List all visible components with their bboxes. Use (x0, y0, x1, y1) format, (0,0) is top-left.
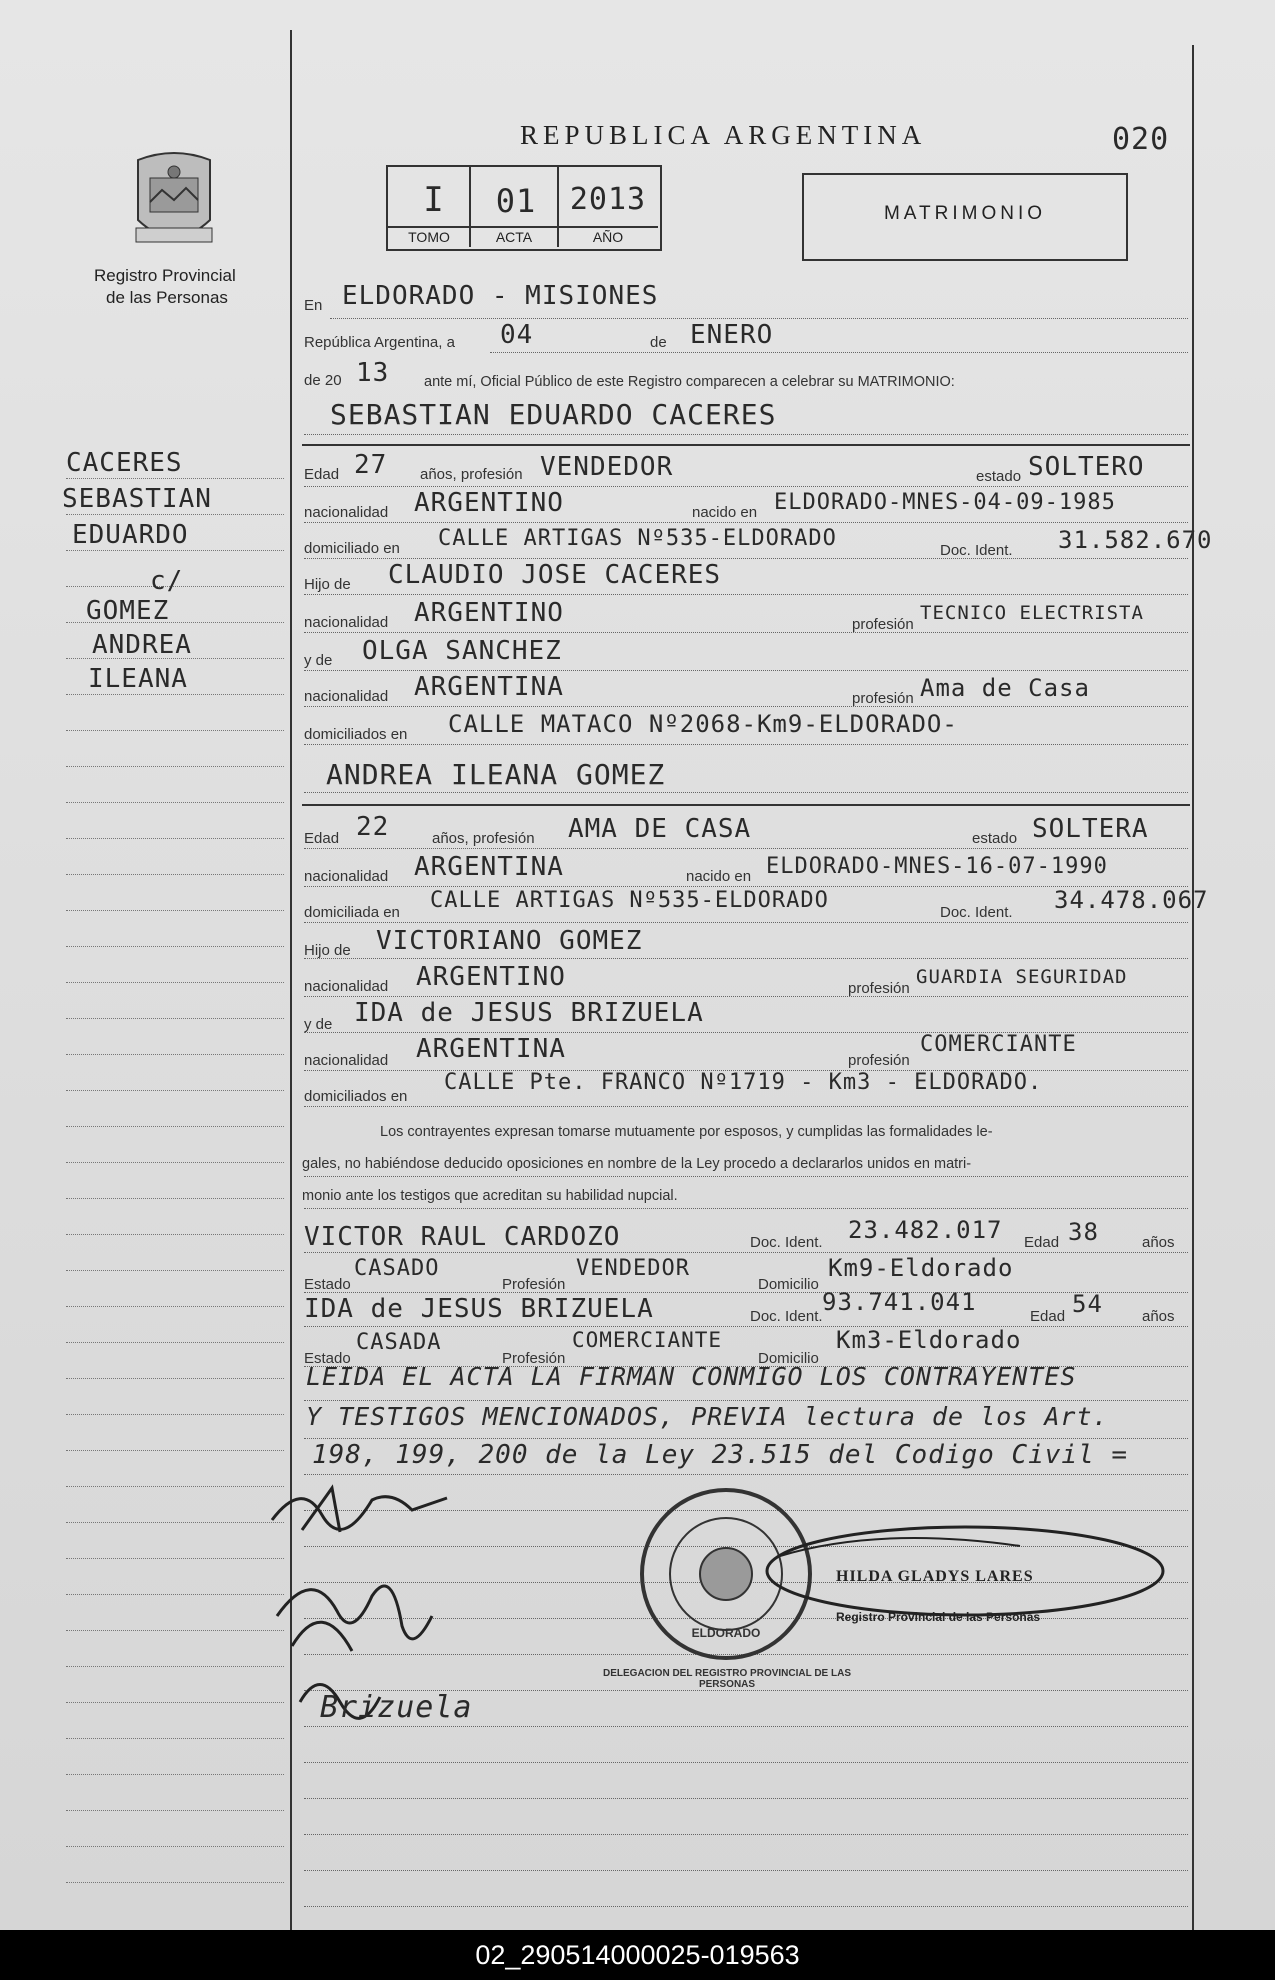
bride-edad-label: Edad (304, 830, 340, 847)
groom-edad-label: Edad (304, 466, 340, 483)
witness1-dom-label: Domicilio (758, 1276, 819, 1293)
bride-edad: 22 (356, 812, 390, 842)
groom-name: SEBASTIAN EDUARDO CACERES (330, 398, 777, 431)
bride-nacido: ELDORADO-MNES-16-07-1990 (766, 854, 1108, 879)
bride-padres-dom: CALLE Pte. FRANCO Nº1719 - Km3 - ELDORADO. (444, 1070, 1043, 1095)
official-title: Registro Provincial de las Personas (836, 1610, 1041, 1624)
witness1-edad-label: Edad (1024, 1234, 1060, 1251)
groom-padres-dom: CALLE MATACO Nº2068-Km9-ELDORADO- (448, 710, 958, 738)
witness2-doc-label: Doc. Ident. (750, 1308, 823, 1325)
tomo-value: I (423, 180, 445, 220)
bride-padre-prof-label: profesión (848, 980, 910, 997)
bride-madre-prof: COMERCIANTE (920, 1032, 1077, 1057)
groom-nacido: ELDORADO-MNES-04-09-1985 (774, 490, 1116, 515)
groom-madre-prof: Ama de Casa (920, 674, 1090, 702)
margin-note-line: EDUARDO (72, 520, 189, 550)
province-seal-icon (128, 150, 220, 254)
bride-padre-nac-label: nacionalidad (304, 978, 389, 995)
margin-note-line: c/ (150, 566, 184, 596)
bride-domicilio: CALLE ARTIGAS Nº535-ELDORADO (430, 888, 829, 913)
declaration-line1: Los contrayentes expresan tomarse mutuamente por esposos, y cumplidas las formalidades le- (380, 1124, 993, 1140)
country-title: REPUBLICA ARGENTINA (520, 120, 927, 150)
witness2-dom-label: Domicilio (758, 1350, 819, 1367)
footer-id: 02_290514000025-019563 (0, 1930, 1275, 1980)
groom-nac-label: nacionalidad (304, 504, 389, 521)
acta-value: 01 (495, 182, 537, 220)
official-name: HILDA GLADYS LARES (836, 1568, 1034, 1585)
declaration-line3: monio ante los testigos que acreditan su habilidad nupcial. (302, 1188, 678, 1204)
witness2-estado-label: Estado (304, 1350, 351, 1367)
groom-yde-label: y de (304, 652, 333, 669)
bride-padre-prof: GUARDIA SEGURIDAD (916, 966, 1128, 988)
bride-padres-dom-label: domiciliados en (304, 1088, 408, 1105)
witness2-anos-label: años (1142, 1308, 1175, 1325)
witness2-prof-label: Profesión (502, 1350, 566, 1367)
bride-anos-label: años, profesión (432, 830, 535, 847)
bride-padre: VICTORIANO GOMEZ (376, 926, 643, 956)
witness1-estado-label: Estado (304, 1276, 351, 1293)
witness1-doc-label: Doc. Ident. (750, 1234, 823, 1251)
closing-line3: 198, 199, 200 de la Ley 23.515 del Codigo Civil = (312, 1440, 1129, 1470)
bride-doc: 34.478.067 (1054, 886, 1209, 914)
signature-bride-icon (262, 1556, 462, 1666)
groom-padres-dom-label: domiciliados en (304, 726, 408, 743)
margin-note-line: CACERES (66, 448, 183, 478)
bride-yde-label: y de (304, 1016, 333, 1033)
groom-doc-label: Doc. Ident. (940, 542, 1013, 559)
bride-dom-label: domiciliada en (304, 904, 400, 921)
groom-estado-label: estado (976, 468, 1022, 485)
witness1-profesion: VENDEDOR (576, 1256, 690, 1281)
stamp-center-text: ELDORADO (691, 1626, 761, 1640)
margin-note-line: ILEANA (88, 664, 188, 694)
en-label: En (304, 297, 323, 314)
stamp-ring-text: DELEGACION DEL REGISTRO PROVINCIAL DE LAS PERSONAS (603, 1668, 851, 1690)
place-value: ELDORADO - MISIONES (342, 281, 659, 311)
groom-edad: 27 (354, 450, 388, 480)
groom-madre: OLGA SANCHEZ (362, 636, 562, 666)
record-type-label: MATRIMONIO (883, 203, 1047, 224)
groom-domicilio: CALLE ARTIGAS Nº535-ELDORADO (438, 526, 837, 551)
margin-note-line: ANDREA (92, 630, 192, 660)
republica-label: República Argentina, a (304, 334, 455, 351)
groom-madre-nac: ARGENTINA (414, 672, 564, 702)
witness2-profesion: COMERCIANTE (572, 1328, 723, 1352)
witness2-estado: CASADA (356, 1330, 442, 1355)
groom-padre: CLAUDIO JOSE CACERES (388, 560, 722, 590)
groom-padre-nac-label: nacionalidad (304, 614, 389, 631)
witness2-edad-label: Edad (1030, 1308, 1066, 1325)
groom-profesion: VENDEDOR (540, 452, 674, 482)
margin-note-line: SEBASTIAN (62, 484, 212, 514)
declaration-line2: gales, no habiéndose deducido oposiciones en nombre de la Ley procedo a declararlos unidos en matri- (302, 1156, 972, 1172)
bride-madre-nac: ARGENTINA (416, 1034, 566, 1064)
bride-profesion: AMA DE CASA (568, 814, 752, 844)
bride-nacionalidad: ARGENTINA (414, 852, 564, 882)
witness2-edad: 54 (1072, 1290, 1103, 1318)
registry-name-line2: de las Personas (106, 288, 228, 307)
witness2-domicilio: Km3-Eldorado (836, 1326, 1022, 1354)
statement-text: ante mí, Oficial Público de este Registro comparecen a celebrar su MATRIMONIO: (424, 374, 955, 390)
bride-estado: SOLTERA (1032, 814, 1149, 844)
day-value: 04 (500, 320, 534, 350)
registry-name-line1: Registro Provincial (94, 266, 236, 285)
groom-doc: 31.582.670 (1058, 526, 1213, 554)
closing-line2: Y TESTIGOS MENCIONADOS, PREVIA lectura de los Art. (306, 1402, 1109, 1431)
signature-brizuela: Brizuela (320, 1690, 473, 1725)
anio-label: AÑO (592, 229, 624, 245)
witness1-name: VICTOR RAUL CARDOZO (304, 1222, 621, 1252)
witness1-estado: CASADO (354, 1256, 440, 1281)
witness1-doc: 23.482.017 (848, 1216, 1003, 1244)
bride-madre-prof-label: profesión (848, 1052, 910, 1069)
witness1-anos-label: años (1142, 1234, 1175, 1251)
groom-padre-nac: ARGENTINO (414, 598, 564, 628)
bride-nac-label: nacionalidad (304, 868, 389, 885)
tomo-label: TOMO (408, 229, 450, 245)
year-prefix: de 20 (304, 372, 342, 389)
bride-nacido-label: nacido en (686, 868, 752, 885)
bride-estado-label: estado (972, 830, 1018, 847)
signature-groom-icon (262, 1470, 462, 1550)
year-suffix: 13 (356, 358, 390, 388)
groom-madre-nac-label: nacionalidad (304, 688, 389, 705)
witness1-domicilio: Km9-Eldorado (828, 1254, 1014, 1282)
bride-name: ANDREA ILEANA GOMEZ (326, 758, 666, 791)
anio-value: 2013 (569, 182, 647, 217)
witness1-prof-label: Profesión (502, 1276, 566, 1293)
groom-estado: SOLTERO (1028, 452, 1145, 482)
groom-nacionalidad: ARGENTINO (414, 488, 564, 518)
groom-hijo-label: Hijo de (304, 576, 351, 593)
witness2-doc: 93.741.041 (822, 1288, 977, 1316)
bride-padre-nac: ARGENTINO (416, 962, 566, 992)
month-value: ENERO (690, 320, 774, 350)
bride-madre-nac-label: nacionalidad (304, 1052, 389, 1069)
bride-hijo-label: Hijo de (304, 942, 351, 959)
groom-padre-prof: TECNICO ELECTRISTA (920, 602, 1144, 624)
right-margin-rule (1192, 45, 1194, 1930)
page-number: 020 (1112, 122, 1170, 157)
de-label: de (650, 334, 667, 351)
groom-padre-prof-label: profesión (852, 616, 914, 633)
witness1-edad: 38 (1068, 1218, 1099, 1246)
bride-madre: IDA de JESUS BRIZUELA (354, 998, 704, 1028)
groom-anos-label: años, profesión (420, 466, 523, 483)
groom-madre-prof-label: profesión (852, 690, 914, 707)
bride-doc-label: Doc. Ident. (940, 904, 1013, 921)
witness2-name: IDA de JESUS BRIZUELA (304, 1294, 654, 1324)
margin-note-line: GOMEZ (86, 596, 170, 626)
acta-label: ACTA (495, 229, 533, 245)
groom-nacido-label: nacido en (692, 504, 758, 521)
closing-line1: LEIDA EL ACTA LA FIRMAN CONMIGO LOS CONTRAYENTES (306, 1362, 1077, 1391)
groom-dom-label: domiciliado en (304, 540, 400, 557)
